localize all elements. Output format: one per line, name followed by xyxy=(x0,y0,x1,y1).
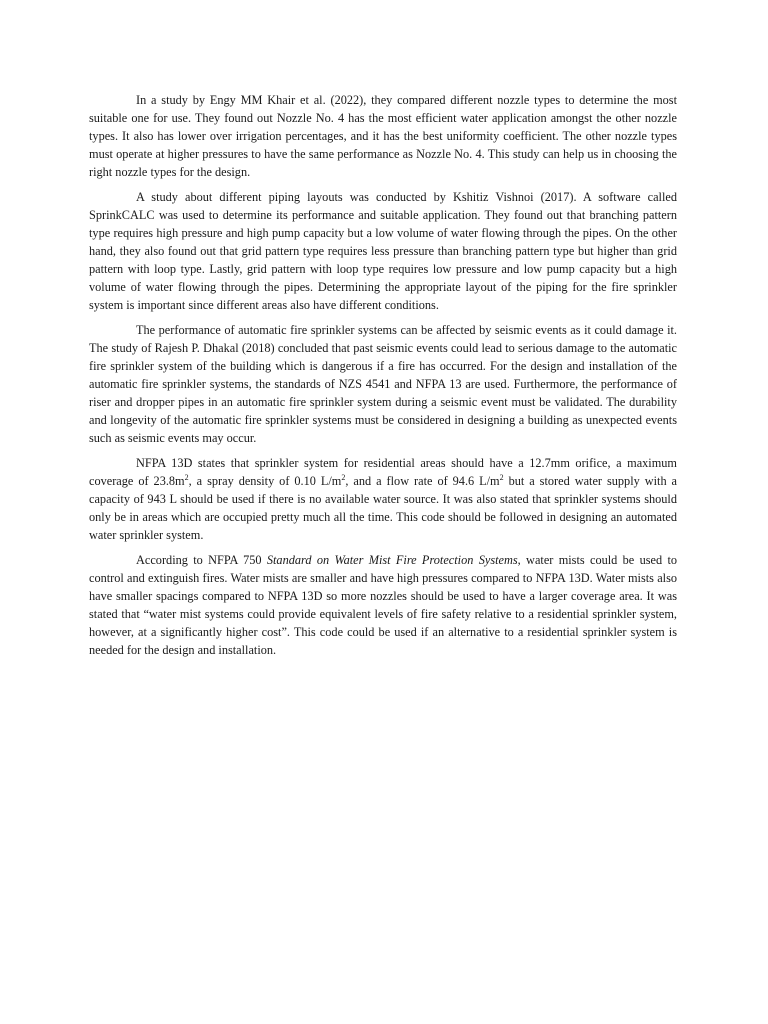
standard-title-italic: Standard on Water Mist Fire Protection Systems xyxy=(266,553,518,567)
nfpa-13d-text-c: , and a flow rate of 94.6 L/m xyxy=(345,474,500,488)
paragraph-piping-layouts: A study about different piping layouts was conducted by Kshitiz Vishnoi (2017). A software called SprinkCALC was used to determine its performance and suitable application. They found out that branching pattern type requires high pressure and high pump capacity but a low volume of water flowing through the pipes. On the other hand, they also found out that grid pattern type requires less pressure than branching pattern type but higher than grid pattern with loop type. Lastly, grid pattern with loop type requires low pressure and low pump capacity but a high volume of water flowing through the pipes. Determining the appropriate layout of the piping for the fire sprinkler system is important since different areas also have different conditions. xyxy=(89,190,677,312)
nfpa-13d-text-d: but a stored water supply with a capacity of 943 L should be used if there is no available water source. It was also stated that sprinkler systems should only be in areas which are occupied pretty much all the time. This code should be followed in designing an automated water sprinkler system. xyxy=(89,474,678,542)
paragraph-nfpa-750 xyxy=(89,551,677,659)
superscript-2: 2 xyxy=(341,472,346,482)
superscript-2: 2 xyxy=(184,472,189,482)
nfpa-13d-text-b: , a spray density of 0.10 L/m xyxy=(188,474,342,488)
paragraph-nfpa-13d xyxy=(89,454,677,544)
nfpa-13d-text-a: NFPA 13D states that sprinkler system for residential areas should have a 12.7mm orifice, a maximum coverage of 23.8m xyxy=(89,456,677,488)
nfpa-750-text-a: According to NFPA 750 xyxy=(136,553,267,567)
superscript-2: 2 xyxy=(499,472,504,482)
paragraph-nozzle-study: In a study by Engy MM Khair et al. (2022), they compared different nozzle types to determine the most suitable one for use. They found out Nozzle No. 4 has the most efficient water application amongst the other nozzle types. It also has lower over irrigation percentages, and it has the best uniformity coefficient. The other nozzle types must operate at higher pressures to have the same performance as Nozzle No. 4. This study can help us in choosing the right nozzle types for the design. xyxy=(89,93,677,179)
nfpa-750-text-b: , water mists could be used to control and extinguish fires. Water mists are smaller and have high pressures compared to NFPA 13D. Water mists also have smaller spacings compared to NFPA 13D so more nozzles should be used to have a larger coverage area. It was stated that “water mist systems could provide equivalent levels of fire safety relative to a residential sprinkler system, however, at a significantly higher cost”. This code could be used if an alternative to a residential sprinkler system is needed for the design and installation. xyxy=(89,553,678,657)
document-body xyxy=(89,91,677,666)
paragraph-seismic-events: The performance of automatic fire sprinkler systems can be affected by seismic events as it could damage it. The study of Rajesh P. Dhakal (2018) concluded that past seismic events could lead to serious damage to the automatic fire sprinkler system of the building which is dangerous if a fire has occurred. For the design and installation of the automatic fire sprinkler systems, the standards of NZS 4541 and NFPA 13 are used. Furthermore, the performance of riser and dropper pipes in an automatic fire sprinkler system during a seismic event must be validated. The durability and longevity of the automatic fire sprinkler systems must be considered in designing a building as unexpected events such as seismic events may occur. xyxy=(89,323,677,445)
